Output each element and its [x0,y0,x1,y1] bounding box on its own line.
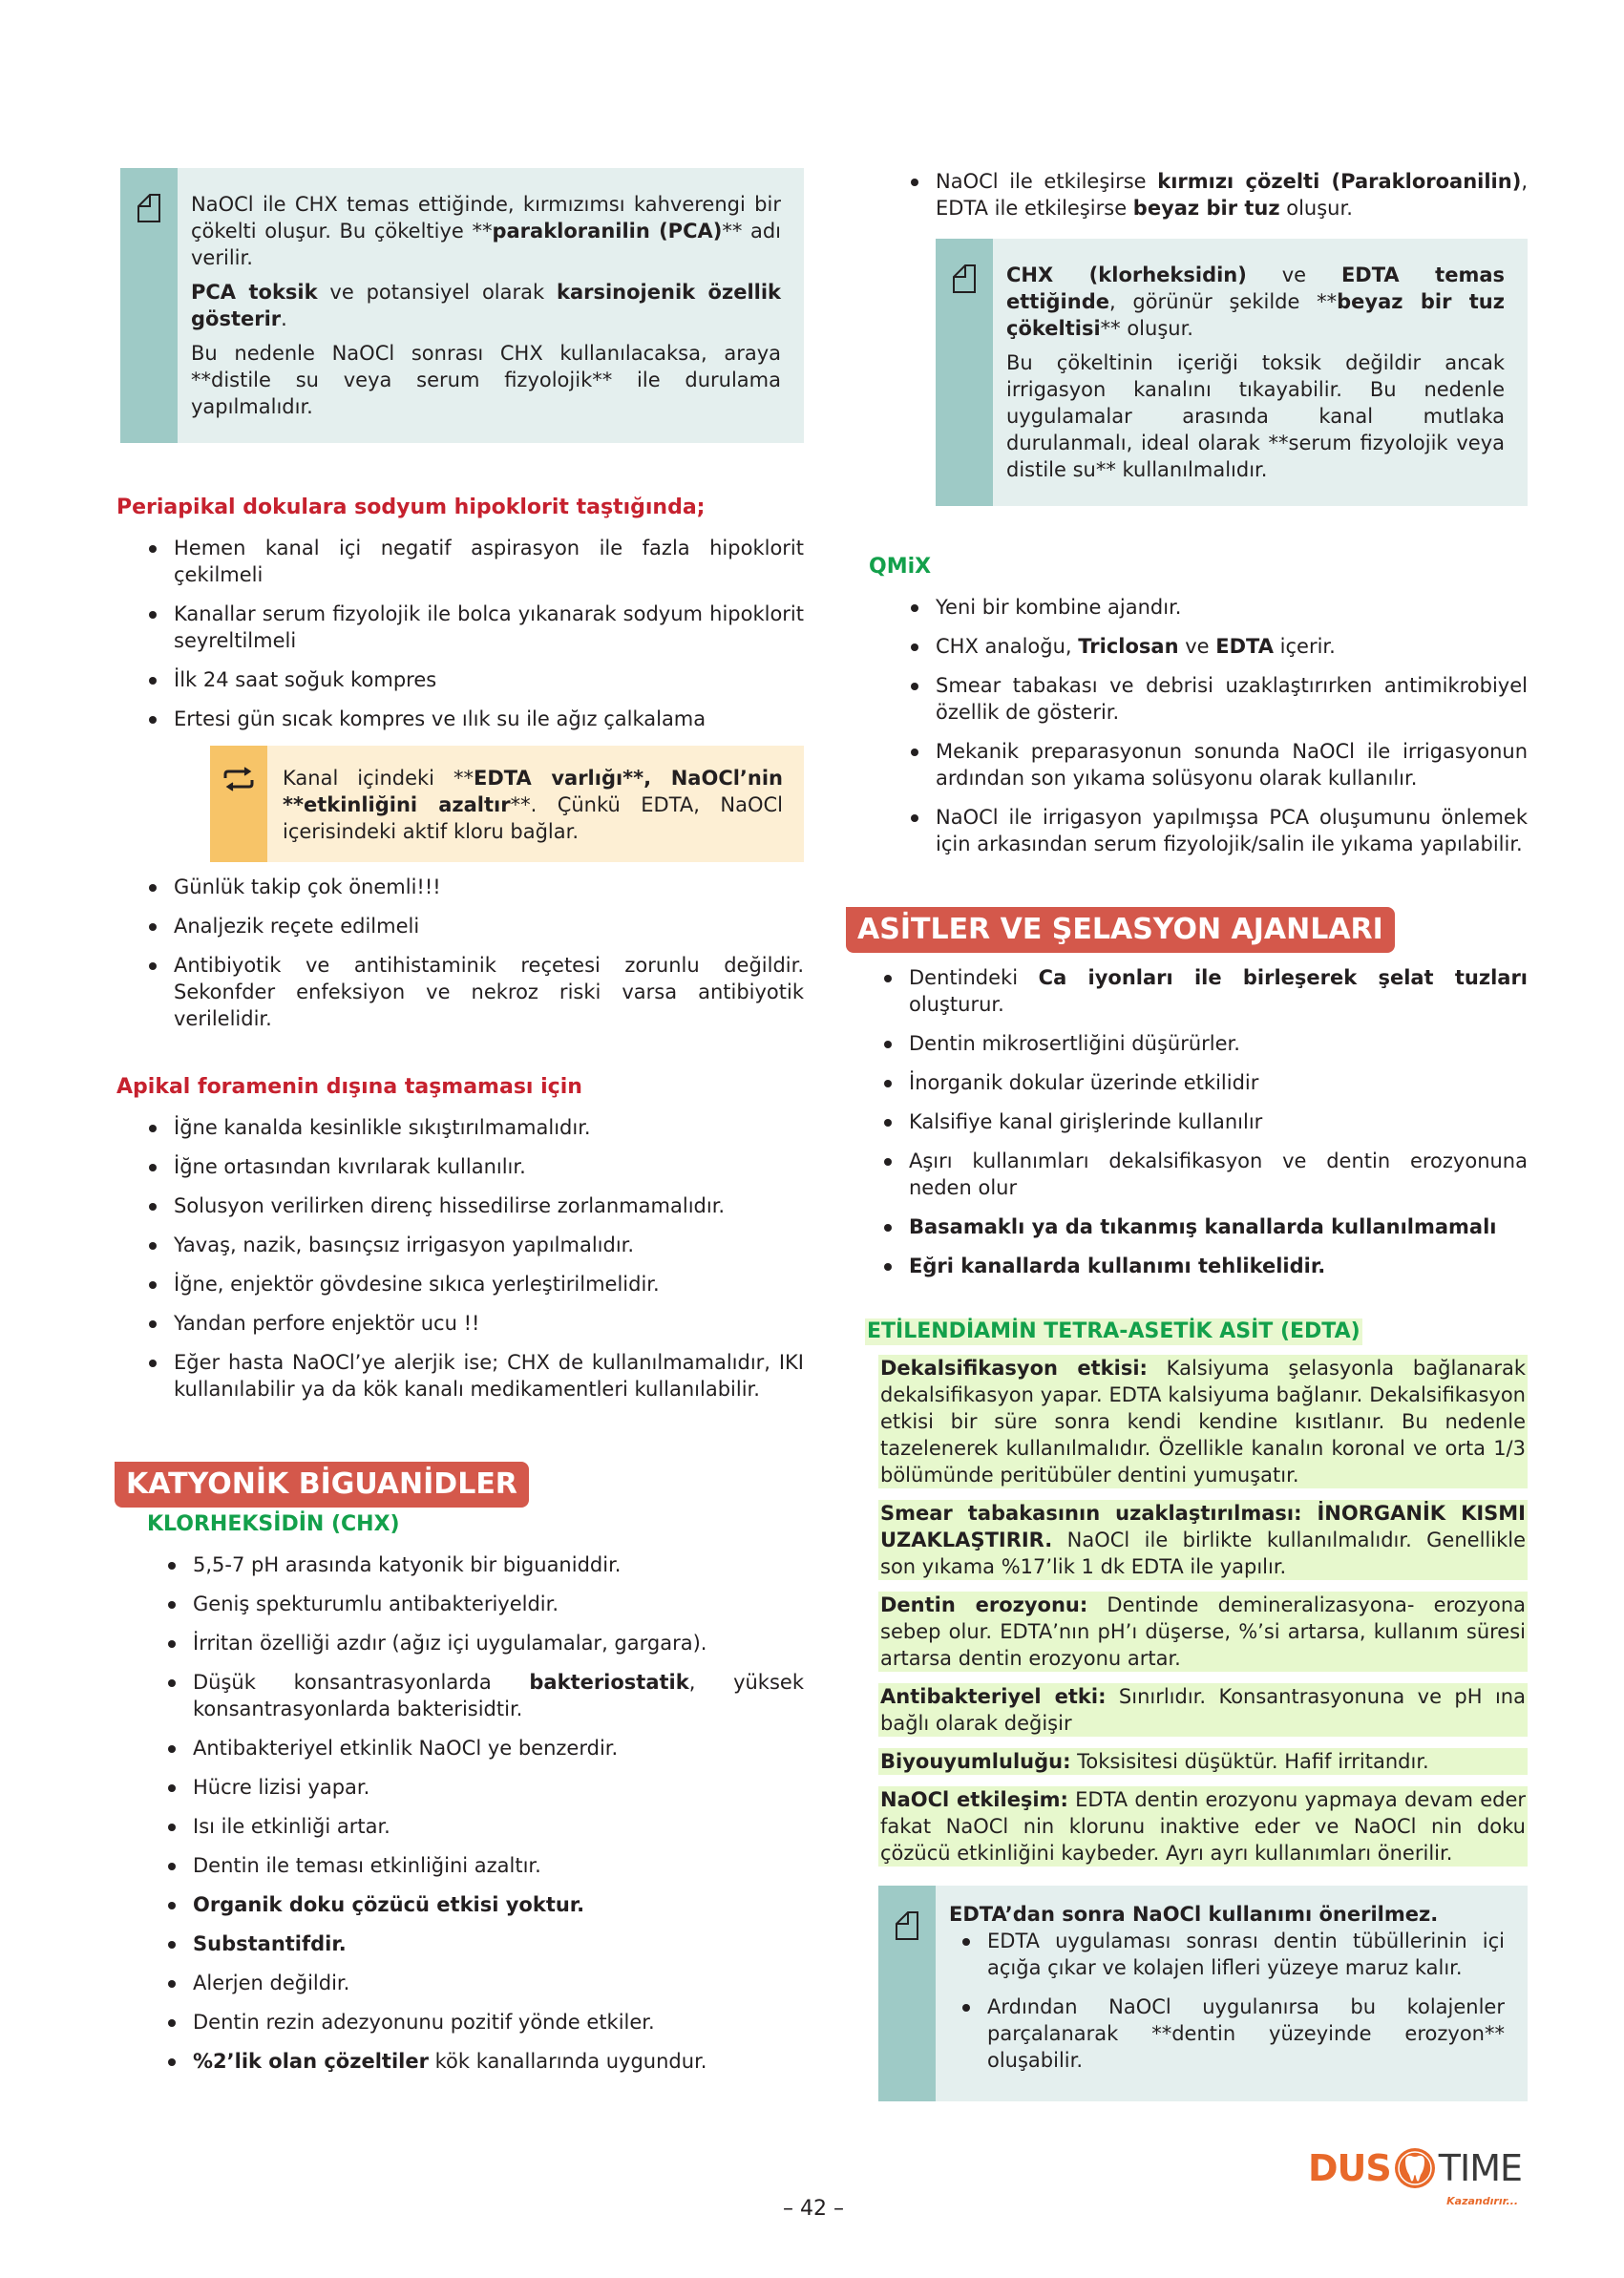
text-run: , EDTA ile etkileşirse [936,170,1528,220]
list-item: İğne ortasından kıvrılarak kullanılır. [145,1153,804,1180]
note-box-edta-after [878,1886,1528,2101]
list-item: Yandan perfore enjektör ucu !! [145,1310,804,1337]
asitler-list [880,964,1528,1279]
text-run: İnorganik dokular üzerinde etkilidir [909,1071,1259,1094]
list-item [164,1930,804,1957]
list-item: Solusyon verilirken direnç hissedilirse zorlanmamalıdır. [145,1192,804,1219]
text-run: Sınırlıdır. Konsantrasyonuna ve pH ına bağlı olarak değişir [880,1685,1526,1735]
text-run: İrritan özelliği azdır (ağız içi uygulamalar, gargara). [193,1632,707,1655]
text-run: Yeni bir kombine ajandır. [936,596,1182,619]
bold-text: Antibakteriyel etki: [880,1685,1107,1708]
text-run: kök kanallarında uygundur. [428,2050,707,2073]
note-list [959,1928,1505,2074]
text-run: NaOCl ile CHX temas ettiğinde, kırmızımsı kahverengi bir çökelti oluşur. Bu çökeltiye ** [191,193,781,243]
qmix-list [907,594,1528,857]
highlighted-paragraph [878,1500,1528,1580]
note-box-pca [120,168,804,443]
periapical-list-2 [145,874,804,1032]
note-box-edta-naocl [210,746,804,862]
edta-section [869,1318,1528,1867]
list-item [164,1970,804,1996]
bold-text: Basamaklı ya da tıkanmış kanallarda kullanılmamalı [909,1215,1497,1238]
bold-text: beyaz bir tuz [1132,197,1280,220]
logo-text-right: TIME [1438,2147,1522,2189]
text-run: Kalsifiye kanal girişlerinde kullanılır [909,1110,1263,1133]
text-run: . [281,307,287,330]
text-run: Bu çökeltinin içeriği toksik değildir ancak irrigasyon kanalını tıkayabilir. Bu nedenle uygulamalar arasında kanal mutlaka durulanmalı, ideal olarak **serum fizyolojik veya distile su** kullanılmalıdır. [1006,351,1505,481]
list-item [907,804,1528,857]
apical-heading: Apikal foramenin dışına taşmaması için [116,1075,582,1099]
list-item: EDTA uygulaması sonrası dentin tübüllerinin içi açığa çıkar ve kolajen lifleri yüzeye maruz kalır. [959,1928,1505,1981]
bold-text: Organik doku çözücü etkisi yoktur. [193,1893,585,1916]
text-run: EDTA dentin erozyonu yapmaya devam eder fakat NaOCl nin klorunu inaktive eder ve NaOCl nin doku çözücü etkinliğini kaybeder. Ayrı ayrı kullanımları önerilir. [880,1788,1527,1865]
list-item: Günlük takip çok önemli!!! [145,874,804,900]
bold-text: parakloranilin (PCA) [492,220,723,243]
bold-text: %2’lik olan çözeltiler [193,2050,429,2073]
apical-section [116,1074,804,1403]
text-run: Dentin mikrosertliğini düşürürler. [909,1032,1240,1055]
left-column [116,168,804,2087]
section-banner-asitler: ASİTLER VE ŞELASYON AJANLARI [846,907,1395,953]
page-number: – 42 – [783,2197,844,2221]
note-bar [120,168,178,443]
note-title: EDTA’dan sonra NaOCl kullanımı önerilmez. [949,1903,1439,1926]
highlighted-paragraph [878,1748,1528,1775]
list-item [907,672,1528,726]
text-run: Bu nedenle NaOCl sonrası CHX kullanılacaksa, araya **distile su veya serum fizyolojik** ile durulama yapılmalıdır. [191,342,781,418]
bold-text: Eğri kanallarda kullanımı tehlikelidir. [909,1255,1326,1277]
asitler-section [846,907,1528,1279]
list-item: Analjezik reçete edilmeli [145,913,804,939]
text-run: NaOCl ile birlikte kullanılmalıdır. Genellikle son yıkama %17’lik 1 dk EDTA ile yapılır. [880,1529,1526,1578]
note-paragraph [191,279,781,332]
list-item [907,738,1528,791]
note-box-chx-edta [936,239,1528,506]
bold-text: EDTA varlığı**, NaOCl’nin **etkinliğini azaltır [283,767,784,816]
chx-list [164,1551,804,2075]
list-item [880,1069,1528,1096]
right-column [857,168,1528,2101]
note-icon [895,1910,919,1941]
note-paragraph [191,340,781,420]
note-body [993,239,1528,506]
text-run: içerir. [1273,635,1336,658]
list-item [164,1852,804,1879]
list-item: Hemen kanal içi negatif aspirasyon ile fazla hipoklorit çekilmeli [145,535,804,588]
list-item [880,1108,1528,1135]
text-run: NaOCl ile irrigasyon yapılmışsa PCA oluşumunu önlemek için arkasından serum fizyolojik/salin ile yıkama yapılabilir. [936,806,1528,855]
list-item [164,1591,804,1617]
list-item [164,1891,804,1918]
list-item [880,1253,1528,1279]
logo-slogan: Kazandırır... [1446,2195,1518,2207]
list-item [164,1669,804,1722]
text-run: Alerjen değildir. [193,1972,350,1994]
bold-text: Biyouyumluluğu: [880,1750,1071,1773]
edta-heading: ETİLENDİAMİN TETRA-ASETİK ASİT (EDTA) [867,1319,1360,1343]
list-item [164,1813,804,1840]
list-item [907,594,1528,621]
note-body [936,1886,1528,2101]
logo-text-left: DUS [1308,2147,1391,2189]
text-run: Kalsiyuma şelasyonla bağlanarak dekalsifikasyon yapar. EDTA kalsiyuma bağlanır. Dekalsifikasyon etkisi bir süre sonra kendi kendine kısıtlanır. Bu nedenle tazelenerek kullanılmalıdır. Özellikle kanalın koronal ve orta 1/3 bölümünde peritübüler dentini yumuşatır. [880,1357,1527,1487]
bold-text: Triclosan [1078,635,1179,658]
periapical-heading: Periapikal dokulara sodyum hipoklorit taştığında; [116,496,706,519]
bold-text: EDTA [1215,635,1274,658]
periapical-section [116,495,804,1032]
list-item: İlk 24 saat soğuk kompres [145,666,804,693]
bold-text: NaOCl etkileşim: [880,1788,1068,1811]
list-item: Ertesi gün sıcak kompres ve ılık su ile ağız çalkalama [145,706,804,732]
section-banner-katyonik: KATYONİK BİGUANİDLER [115,1462,529,1508]
text-run: , görünür şekilde ** [1108,290,1338,313]
text-run: **. Çünkü EDTA, NaOCl içerisindeki aktif kloru bağlar. [283,793,783,843]
text-run: 5,5-7 pH arasında katyonik bir biguaniddir. [193,1553,622,1576]
highlighted-paragraph [878,1683,1528,1737]
note-icon [952,264,977,294]
katyonik-section [115,1462,804,2075]
list-item [880,1213,1528,1240]
list-item [164,2048,804,2075]
text-run: oluşur. [1279,197,1353,220]
qmix-section [869,554,1528,857]
apical-list [145,1114,804,1403]
text-run: Antibakteriyel etkinlik NaOCl ye benzerdir. [193,1737,619,1760]
text-run: CHX analoğu, [936,635,1079,658]
bold-text: karsinojenik özellik gösterir [191,281,782,330]
note-bar [878,1886,936,2101]
list-item [907,168,1528,221]
note-body [178,168,804,443]
text-run: Dentindeki [909,966,1039,989]
text-run: Smear tabakası ve debrisi uzaklaştırırken antimikrobiyel özellik de gösterir. [936,674,1528,724]
text-run: ve [1178,635,1216,658]
text-run: Isı ile etkinliği artar. [193,1815,390,1838]
bold-text: kırmızı çözelti (Parakloroanilin) [1157,170,1522,193]
note-paragraph [1006,262,1505,342]
highlighted-paragraph [878,1786,1528,1867]
bold-text: bakteriostatik [529,1671,689,1694]
list-item [880,964,1528,1018]
bold-text: Dekalsifikasyon etkisi: [880,1357,1148,1380]
text-run: Mekanik preparasyonun sonunda NaOCl ile irrigasyonun ardından son yıkama solüsyonu olarak kullanılır. [936,740,1528,790]
text-run: ve [1246,264,1341,286]
chx-interaction-list [907,168,1528,221]
text-run: Dentin ile teması etkinliğini azaltır. [193,1854,541,1877]
text-run: ** oluşur. [1100,317,1193,340]
highlighted-paragraph [878,1592,1528,1672]
text-run: Kanal içindeki ** [283,767,474,790]
edta-paragraphs [878,1355,1528,1867]
list-item: Kanallar serum fizyolojik ile bolca yıkanarak sodyum hipoklorit seyreltilmeli [145,601,804,654]
list-item [164,2009,804,2035]
list-item [907,633,1528,660]
list-item [164,1735,804,1761]
note-paragraph [191,191,781,271]
text-run: ** adı verilir. [191,220,781,269]
qmix-heading: QMiX [869,555,932,579]
text-run: ve potansiyel olarak [317,281,557,304]
note-bar [936,239,993,506]
bold-text: Substantifdir. [193,1932,347,1955]
list-item [164,1630,804,1656]
bold-text: PCA toksik [191,281,318,304]
text-run: Hücre lizisi yapar. [193,1776,370,1799]
text-run: Toksisitesi düşüktür. Hafif irritandır. [1070,1750,1429,1773]
highlighted-paragraph [878,1355,1528,1488]
list-item [880,1030,1528,1057]
bold-text: CHX (klorheksidin) [1006,264,1247,286]
note-bar [210,746,267,862]
note-paragraph [1006,349,1505,483]
bold-text: Ca iyonları ile birleşerek şelat tuzları [1038,966,1528,989]
text-run: Dentin rezin adezyonunu pozitif yönde etkiler. [193,2011,655,2034]
bold-text: EDTA temas ettiğinde [1006,264,1505,313]
chx-heading: KLORHEKSİDİN (CHX) [147,1512,400,1536]
text-run: Dentinde demineralizasyona- erozyona sebep olur. EDTA’nın pH’ı düşerse, %’si artarsa, kullanım süresi artarsa dentin erozyonu artar. [880,1593,1526,1670]
text-run: NaOCl ile etkileşirse [936,170,1158,193]
text-run: Düşük konsantrasyonlarda [193,1671,530,1694]
text-run: , yüksek konsantrasyonlarda bakterisidtir. [193,1671,804,1720]
note-icon [137,193,161,223]
text-run: oluşturur. [909,993,1004,1016]
list-item [880,1148,1528,1201]
note-body [267,746,804,862]
list-item: Eğer hasta NaOCl’ye alerjik ise; CHX de kullanılmamalıdır, IKI kullanılabilir ya da kök kanalı medikamentleri kullanılabilir. [145,1349,804,1403]
brand-logo [1308,2146,1522,2207]
list-item [164,1551,804,1578]
list-item: Yavaş, nazik, basınçsız irrigasyon yapılmalıdır. [145,1232,804,1258]
periapical-list [145,535,804,732]
list-item: Antibiyotik ve antihistaminik reçetesi zorunlu değildir. Sekonfder enfeksiyon ve nekroz riski varsa antibiyotik verilelidir. [145,952,804,1032]
tooth-logo-icon [1393,2146,1437,2190]
text-run: Geniş spekturumlu antibakteriyeldir. [193,1592,559,1615]
list-item [164,1774,804,1801]
bold-text: Dentin erozyonu: [880,1593,1088,1616]
list-item: İğne kanalda kesinlikle sıkıştırılmamalıdır. [145,1114,804,1141]
swap-arrows-icon [222,767,255,791]
text-run: Aşırı kullanımları dekalsifikasyon ve dentin erozyonuna neden olur [909,1150,1528,1199]
bold-text: beyaz bir tuz çökeltisi [1006,290,1505,340]
bold-text: Smear tabakasının uzaklaştırılması: İNORGANİK KISMI UZAKLAŞTIRIR. [880,1502,1526,1551]
list-item: İğne, enjektör gövdesine sıkıca yerleştirilmelidir. [145,1271,804,1297]
list-item: Ardından NaOCl uygulanırsa bu kolajenler parçalanarak **dentin yüzeyinde erozyon** oluşabilir. [959,1993,1505,2074]
